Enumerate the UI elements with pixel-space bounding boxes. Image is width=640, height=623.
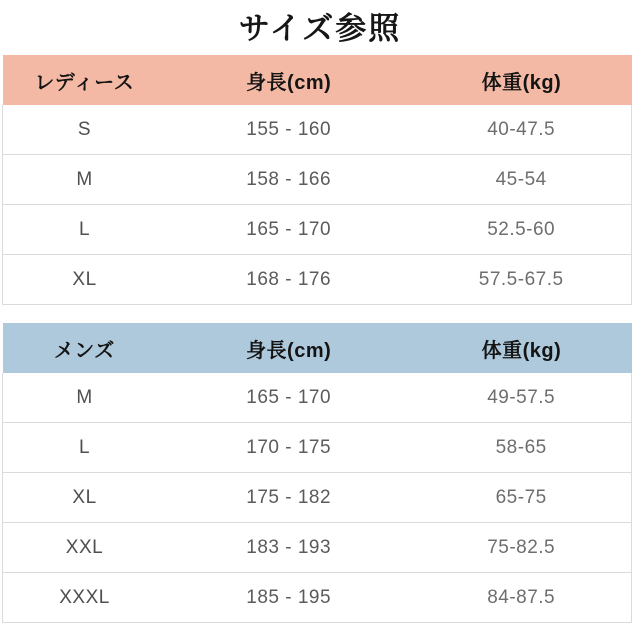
- weight-cell: 75-82.5: [411, 523, 631, 573]
- height-cell: 175 - 182: [166, 473, 411, 523]
- size-cell: XXL: [3, 523, 167, 573]
- size-cell: L: [3, 205, 167, 255]
- table-row: [3, 573, 632, 623]
- height-cell: 168 - 176: [166, 255, 411, 305]
- ladies-col-header-weight: 体重(kg): [481, 71, 562, 94]
- table-row: [3, 373, 632, 423]
- size-cell: M: [3, 373, 167, 423]
- height-cell: 170 - 175: [166, 423, 411, 473]
- weight-cell: 58-65: [411, 423, 631, 473]
- height-cell: 155 - 160: [166, 105, 411, 155]
- page-title: サイズ参照: [238, 11, 402, 46]
- weight-cell: 40-47.5: [411, 105, 631, 155]
- size-cell: M: [3, 155, 167, 205]
- height-cell: 183 - 193: [166, 523, 411, 573]
- mens-col-header-height: 身長(cm): [246, 339, 332, 362]
- mens-col-header-weight: 体重(kg): [481, 339, 562, 362]
- height-cell: 165 - 170: [166, 373, 411, 423]
- weight-cell: 45-54: [411, 155, 631, 205]
- weight-cell: 84-87.5: [411, 573, 631, 623]
- size-cell: S: [3, 105, 167, 155]
- weight-cell: 49-57.5: [411, 373, 631, 423]
- table-row: [3, 255, 632, 305]
- table-row: [3, 155, 632, 205]
- size-cell: XL: [3, 473, 167, 523]
- ladies-col-header-height: 身長(cm): [246, 71, 332, 94]
- size-cell: L: [3, 423, 167, 473]
- ladies-header-row: [3, 55, 632, 105]
- size-cell: XL: [3, 255, 167, 305]
- table-row: [3, 523, 632, 573]
- weight-cell: 52.5-60: [411, 205, 631, 255]
- height-cell: 165 - 170: [166, 205, 411, 255]
- height-cell: 158 - 166: [166, 155, 411, 205]
- ladies-size-table: [2, 55, 632, 305]
- table-row: [3, 105, 632, 155]
- table-row: [3, 423, 632, 473]
- weight-cell: 65-75: [411, 473, 631, 523]
- size-cell: XXXL: [3, 573, 167, 623]
- mens-size-table: [2, 323, 632, 623]
- mens-col-header-size: メンズ: [53, 339, 115, 362]
- height-cell: 185 - 195: [166, 573, 411, 623]
- mens-header-row: [3, 323, 632, 373]
- table-row: [3, 473, 632, 523]
- ladies-col-header-size: レディース: [34, 71, 135, 94]
- weight-cell: 57.5-67.5: [411, 255, 631, 305]
- table-row: [3, 205, 632, 255]
